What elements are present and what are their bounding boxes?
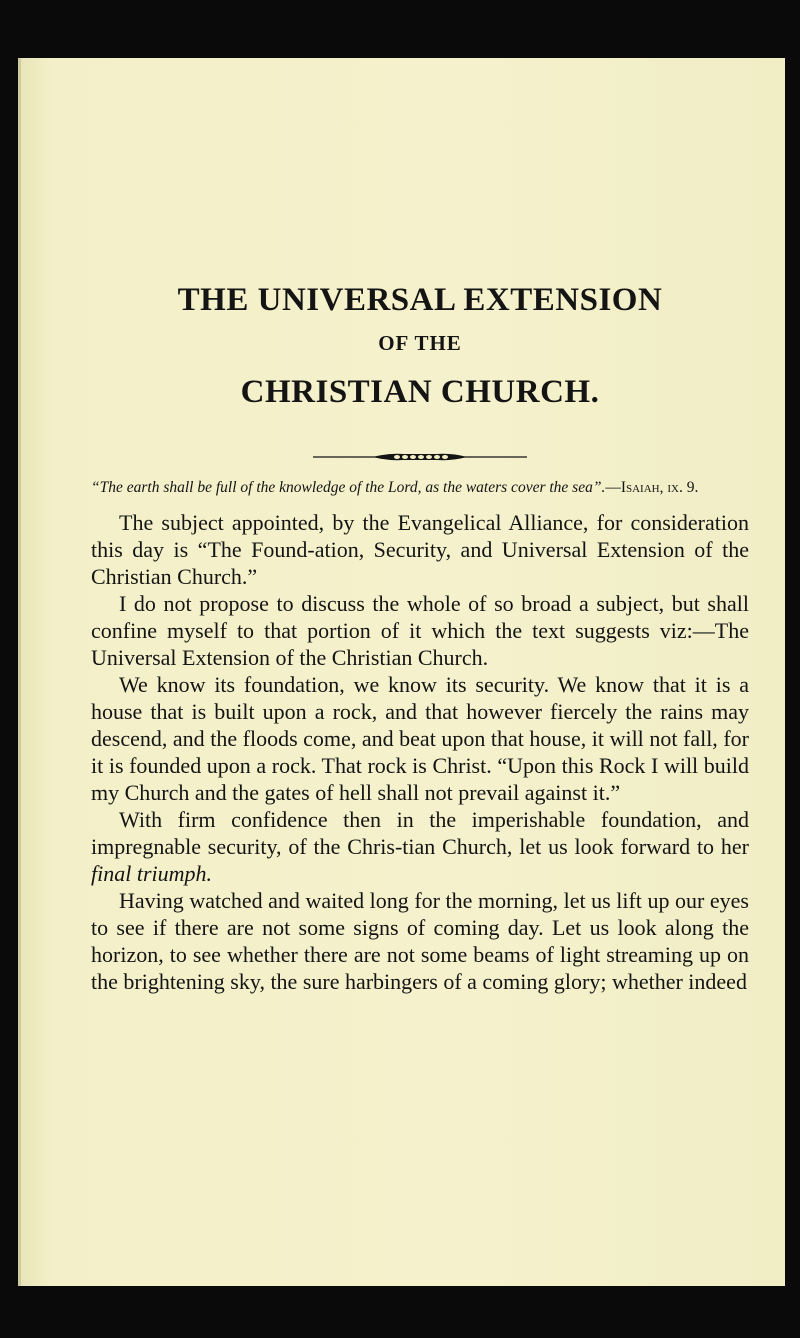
title-main: THE UNIVERSAL EXTENSION [177,282,663,318]
title-of: OF THE [378,331,462,355]
epigraph-citation: —Isaiah, ix. 9. [605,479,699,496]
epigraph [91,478,749,497]
paragraph-4-text: With firm confidence then in the imperishable foundation, and impregnable security, of the Chris-tian Church, let us look forward to her [91,807,749,859]
title-sub: CHRISTIAN CHURCH. [240,374,600,410]
book-page [18,58,785,1286]
paragraph-2: I do not propose to discuss the whole of so broad a subject, but shall confine myself to that portion of it which the text suggests viz:—The Universal Extension of the Christian Church. [91,591,749,670]
paragraph-5: Having watched and waited long for the morning, let us lift up our eyes to see if there are not some signs of coming day. Let us look along the horizon, to see whether there are not some beams of light streaming up on the brightening sky, the sure harbingers of a coming glory; whether indeed [91,888,749,994]
epigraph-quote: “The earth shall be full of the knowledge of the Lord, as the waters cover the sea”. [91,479,606,496]
paragraph-4 [91,806,749,887]
paragraph-3: We know its foundation, we know its security. We know that it is a house that is built upon a rock, and that however fiercely the rains may descend, and the floods come, and beat upon that house, it will not fall, for it is founded upon a rock. That rock is Christ. “Upon this Rock I will build my Church and the gates of hell shall not prevail against it.” [91,672,749,805]
paragraph-4-emphasis: final triumph. [91,861,213,886]
paragraph-1: The subject appointed, by the Evangelical Alliance, for consideration this day is “The Found-ation, Security, and Universal Extension of the Christian Church.” [91,510,749,589]
ornament-rule-icon [313,450,527,464]
page-content [91,280,749,995]
